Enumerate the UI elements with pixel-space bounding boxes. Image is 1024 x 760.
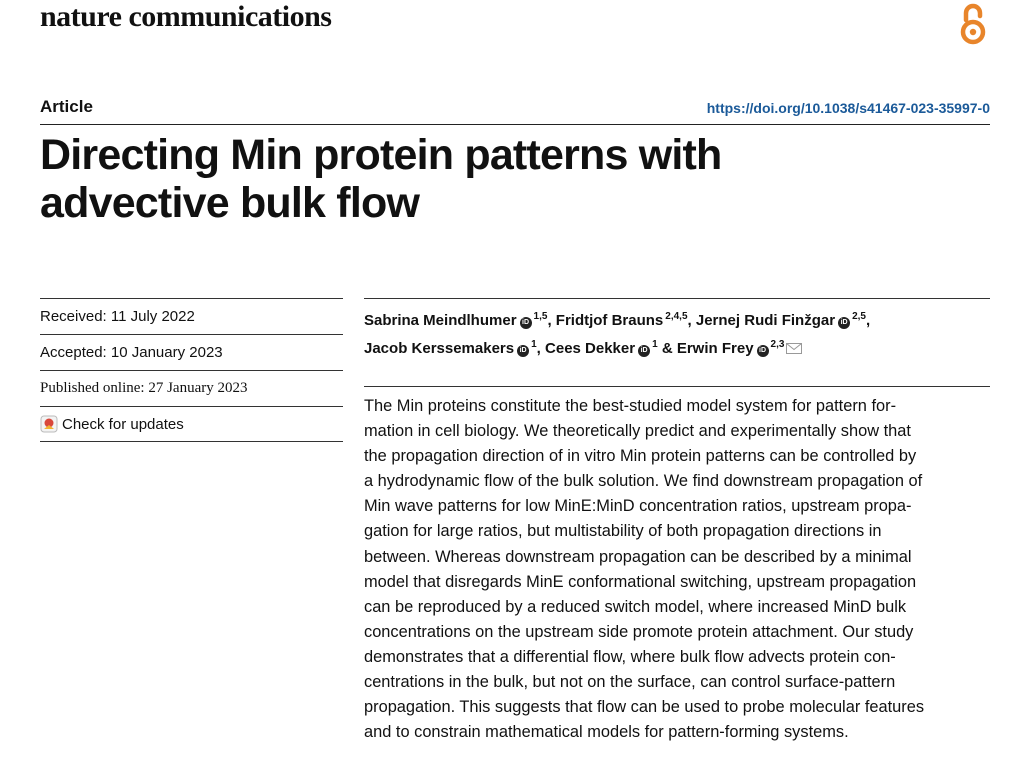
article-title [40, 131, 990, 227]
abstract-line: a hydrodynamic flow of the bulk solution. We find downstream propagation of [364, 472, 923, 491]
orcid-icon[interactable]: iD [517, 345, 529, 357]
accepted-date: Accepted: 10 January 2023 [40, 334, 343, 370]
author-list [364, 298, 990, 361]
check-for-updates-button[interactable] [40, 415, 184, 433]
abstract-line: Min wave patterns for low MinE:MinD concentration ratios, upstream propa- [364, 497, 912, 516]
title-line: advective bulk flow [40, 179, 420, 227]
abstract [364, 394, 990, 745]
affiliation-marks: 1 [652, 339, 658, 350]
abstract-line: between. Whereas downstream propagation can be described by a minimal [364, 547, 912, 566]
abstract-line: mation in cell biology. We theoretically predict and experimentally show that [364, 422, 911, 441]
affiliation-marks: 1,5 [533, 311, 548, 322]
author-separator: , [536, 340, 541, 357]
abstract-divider [364, 386, 990, 387]
received-date: Received: 11 July 2022 [40, 298, 343, 334]
orcid-icon[interactable]: iD [520, 317, 532, 329]
check-for-updates-label: Check for updates [62, 415, 184, 433]
affiliation-marks: 2,5 [852, 311, 866, 322]
article-dates [40, 298, 343, 442]
orcid-icon[interactable]: iD [757, 345, 769, 357]
author-separator: , [547, 312, 552, 329]
orcid-icon[interactable]: iD [838, 317, 850, 329]
abstract-line: propagation. This suggests that flow can be used to probe molecular features [364, 698, 925, 717]
author[interactable]: Jernej Rudi Finžgar iD$^{2,5}$ [695, 311, 866, 329]
author[interactable]: Fridtjof Brauns $^{2,4,5}$ [555, 311, 688, 329]
abstract-line: gation for large ratios, but multistability of both propagation directions in [364, 522, 882, 541]
envelope-icon[interactable] [786, 343, 802, 354]
check-updates-row [40, 406, 343, 442]
abstract-line: can be reproduced by a reduced switch model, where increased MinD bulk [364, 597, 907, 616]
orcid-icon[interactable]: iD [638, 345, 650, 357]
author[interactable]: Cees Dekker iD$^1$ [545, 339, 658, 357]
author-separator: & [661, 340, 673, 357]
article-type: Article [40, 97, 93, 116]
author[interactable]: Sabrina Meindlhumer iD$^{1,5}$ [364, 311, 548, 329]
journal-name[interactable]: nature communications [40, 0, 332, 33]
abstract-line: demonstrates that a differential flow, where bulk flow advects protein con- [364, 647, 896, 666]
abstract-line: and to constrain mathematical models for pattern-forming systems. [364, 723, 849, 742]
author[interactable]: Jacob Kerssemakers iD$^1$ [364, 339, 537, 357]
abstract-line: concentrations on the upstream side promote protein attachment. Our study [364, 622, 914, 641]
affiliation-marks: 1 [531, 339, 537, 350]
published-date: Published online: 27 January 2023 [40, 370, 343, 406]
header-divider [40, 124, 990, 125]
title-line: Directing Min protein patterns with [40, 131, 722, 179]
abstract-line: the propagation direction of in vitro Min protein patterns can be controlled by [364, 447, 917, 466]
check-for-updates-icon [40, 415, 58, 433]
open-access-icon [956, 2, 990, 46]
doi-link[interactable]: https://doi.org/10.1038/s41467-023-35997-0 [706, 100, 990, 116]
abstract-line: centrations in the bulk, but not on the surface, can control surface-pattern [364, 673, 896, 692]
author-separator: , [687, 312, 692, 329]
affiliation-marks: 2,4,5 [665, 311, 688, 322]
affiliation-marks: 2,3 [770, 339, 785, 350]
author-separator: , [865, 312, 871, 329]
abstract-line: model that disregards MinE conformational switching, upstream propagation [364, 572, 917, 591]
abstract-line: The Min proteins constitute the best-studied model system for pattern for- [364, 397, 897, 415]
author[interactable]: Erwin Frey iD$^{2,3}$ [676, 339, 785, 357]
